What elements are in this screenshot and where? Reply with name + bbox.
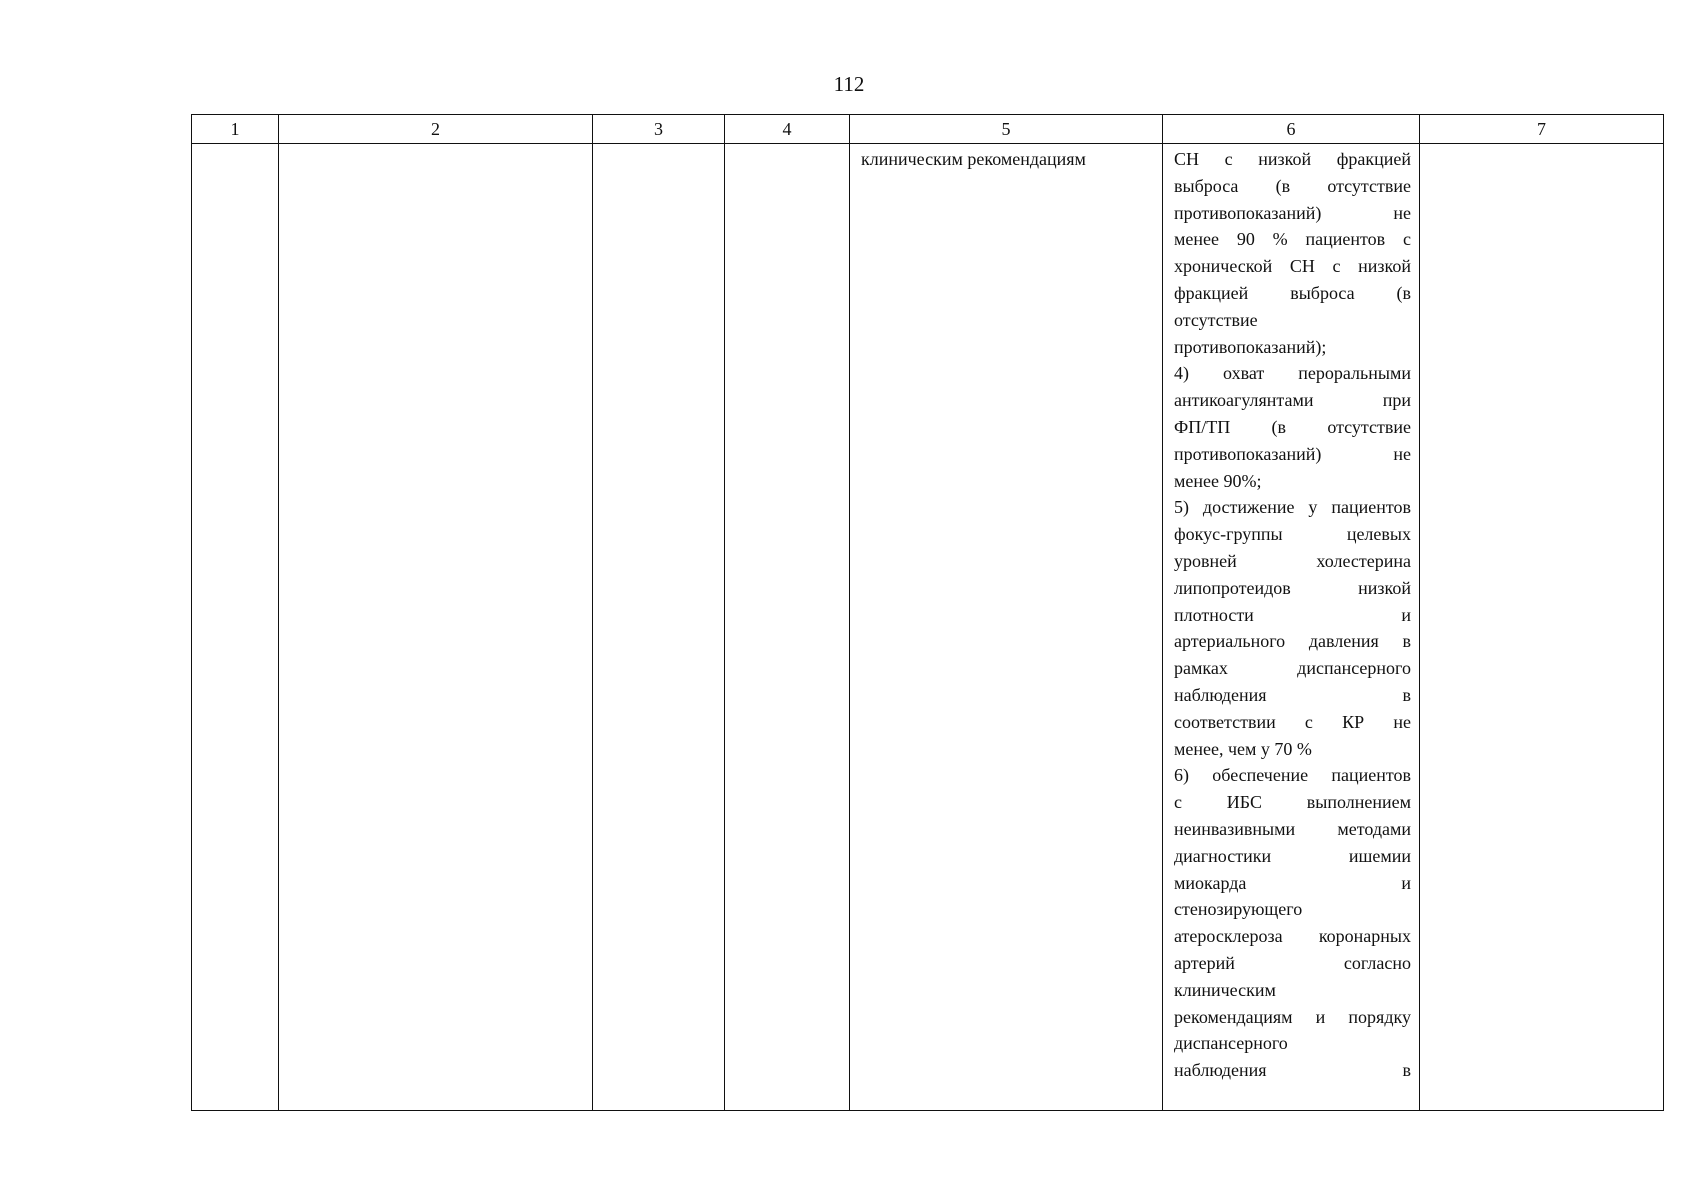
text-line: с ИБС выполнением — [1174, 792, 1411, 813]
text-line: диспансерного — [1174, 1033, 1288, 1054]
text-line: рамках диспансерного — [1174, 658, 1411, 679]
text-line: атеросклероза коронарных — [1174, 926, 1411, 947]
text-line: плотности и — [1174, 604, 1411, 625]
column-header-4: 4 — [725, 115, 850, 144]
text-line: противопоказаний); — [1174, 336, 1327, 357]
cell-text-col1 — [192, 144, 278, 146]
text-line: 4) охват пероральными — [1174, 363, 1411, 384]
text-line: рекомендациям и порядку — [1174, 1006, 1411, 1027]
cell-text-col3 — [593, 144, 724, 146]
text-line: 5) достижение у пациентов — [1174, 497, 1411, 518]
table-cell-col6 — [1163, 144, 1420, 1111]
text-line: фракцией выброса (в — [1174, 282, 1411, 303]
text-line: менее 90 % пациентов с — [1174, 229, 1411, 250]
column-header-1: 1 — [192, 115, 279, 144]
column-header-2: 2 — [279, 115, 593, 144]
table-cell-col5 — [850, 144, 1163, 1111]
text-line: неинвазивными методами — [1174, 818, 1411, 839]
text-line: наблюдения в — [1174, 684, 1411, 705]
table-cell-col4 — [725, 144, 850, 1111]
cell-text-col5: клиническим рекомендациям — [861, 149, 1086, 169]
page-number: 112 — [833, 72, 865, 96]
text-line: СН с низкой фракцией — [1174, 149, 1411, 169]
cell-text-col2 — [279, 144, 592, 146]
text-line: артерий согласно — [1174, 952, 1411, 973]
text-line: выброса (в отсутствие — [1174, 175, 1411, 196]
table-cell-col3 — [593, 144, 725, 1111]
text-line: антикоагулянтами при — [1174, 390, 1411, 411]
column-header-6: 6 — [1163, 115, 1420, 144]
text-line: наблюдения в — [1174, 1060, 1411, 1081]
text-line: уровней холестерина — [1174, 550, 1411, 571]
table-cell-col7 — [1420, 144, 1664, 1111]
text-line: артериального давления в — [1174, 631, 1411, 652]
text-line: ФП/ТП (в отсутствие — [1174, 416, 1411, 437]
text-line: миокарда и — [1174, 872, 1411, 893]
cell-text-col6 — [1163, 144, 1419, 1084]
text-line: менее 90%; — [1174, 470, 1262, 491]
text-line: противопоказаний) не — [1174, 202, 1411, 223]
document-table — [191, 114, 1664, 1111]
text-line: хронической СН с низкой — [1174, 256, 1411, 277]
text-line: стенозирующего — [1174, 899, 1303, 920]
table-header-row — [192, 115, 1664, 144]
text-line: клиническим — [1174, 979, 1276, 1000]
text-line: менее, чем у 70 % — [1174, 738, 1312, 759]
text-line: липопротеидов низкой — [1174, 577, 1411, 598]
table-cell-col1 — [192, 144, 279, 1111]
cell-text-col4 — [725, 144, 849, 146]
table-cell-col2 — [279, 144, 593, 1111]
text-line: противопоказаний) не — [1174, 443, 1411, 464]
text-line: соответствии с КР не — [1174, 711, 1411, 732]
column-header-3: 3 — [593, 115, 725, 144]
text-line: отсутствие — [1174, 309, 1258, 330]
cell-text-col7 — [1420, 144, 1663, 146]
text-line: 6) обеспечение пациентов — [1174, 765, 1411, 786]
column-header-7: 7 — [1420, 115, 1664, 144]
text-line: диагностики ишемии — [1174, 845, 1411, 866]
text-line: фокус-группы целевых — [1174, 524, 1411, 545]
table-row — [192, 144, 1664, 1111]
column-header-5: 5 — [850, 115, 1163, 144]
